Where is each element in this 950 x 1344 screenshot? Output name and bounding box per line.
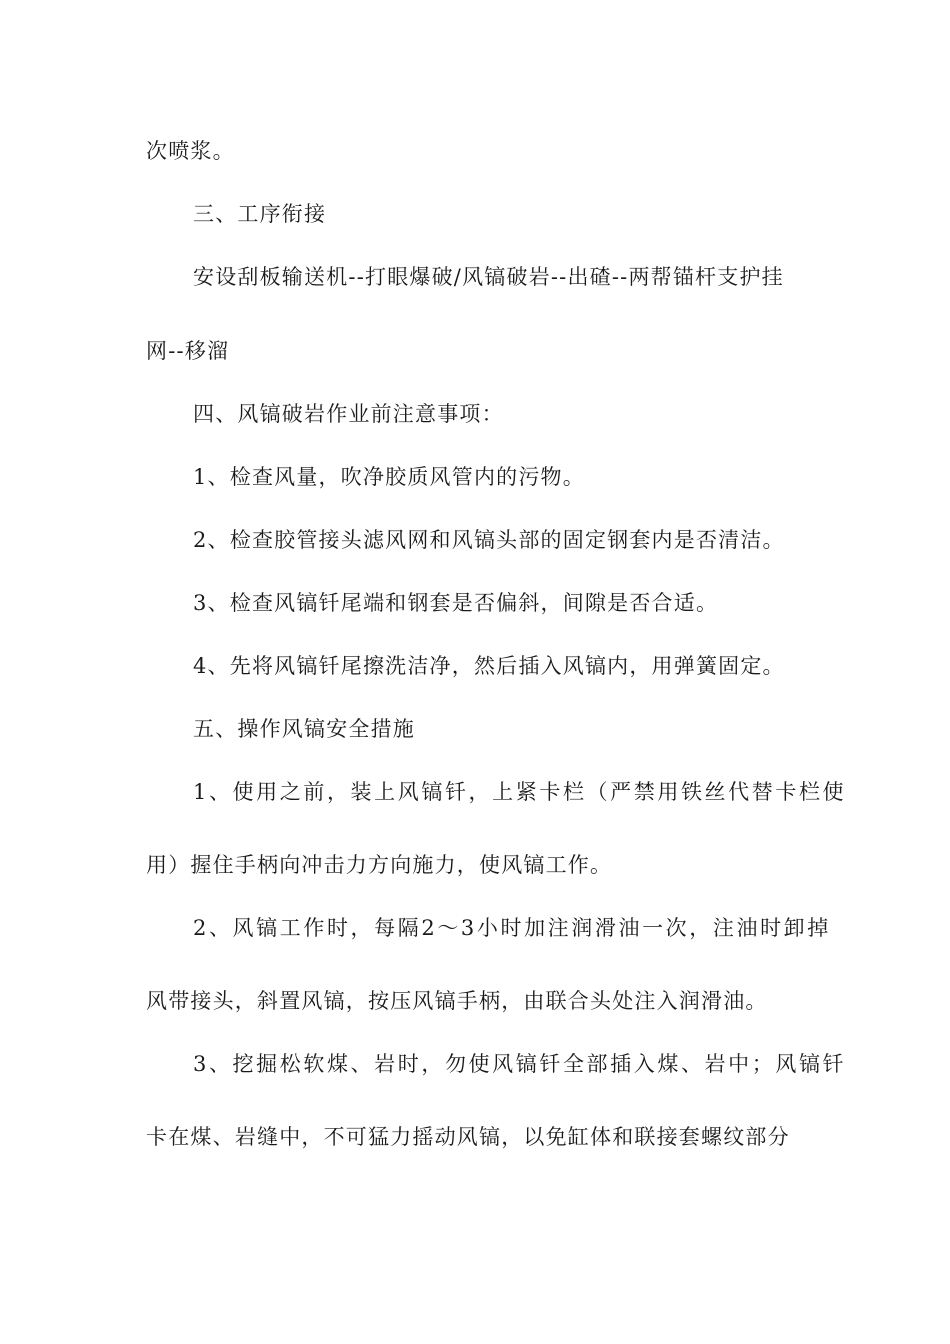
process-sequence-line-2: 网--移溜	[146, 339, 230, 363]
list-item-5-2-line-2: 风带接头，斜置风镐，按压风镐手柄，由联合头处注入润滑油。	[146, 989, 768, 1013]
list-item-4-2: 2、检查胶管接头滤风网和风镐头部的固定钢套内是否清洁。	[193, 528, 785, 552]
section-heading-4: 四、风镐破岩作业前注意事项：	[193, 402, 504, 426]
process-sequence-line-1: 安设刮板输送机--打眼爆破/风镐破岩--出碴--两帮锚杆支护挂	[193, 265, 784, 289]
list-item-4-4: 4、先将风镐钎尾擦洗洁净，然后插入风镐内，用弹簧固定。	[193, 654, 785, 678]
list-item-5-2-line-1: 2、风镐工作时，每隔2～3小时加注润滑油一次，注油时卸掉	[193, 916, 831, 940]
section-heading-3: 三、工序衔接	[193, 202, 327, 226]
section-heading-5: 五、操作风镐安全措施	[193, 717, 415, 741]
list-item-4-1: 1、检查风量，吹净胶质风管内的污物。	[193, 465, 585, 489]
list-item-5-1-line-1: 1、使用之前，装上风镐钎，上紧卡栏（严禁用铁丝代替卡栏使	[193, 780, 847, 804]
list-item-5-3-line-2: 卡在煤、岩缝中，不可猛力摇动风镐，以免缸体和联接套螺纹部分	[146, 1125, 790, 1149]
list-item-5-3-line-1: 3、挖掘松软煤、岩时，勿使风镐钎全部插入煤、岩中；风镐钎	[193, 1052, 847, 1076]
paragraph-continuation: 次喷浆。	[146, 139, 235, 163]
list-item-5-1-line-2: 用）握住手柄向冲击力方向施力，使风镐工作。	[146, 853, 613, 877]
list-item-4-3: 3、检查风镐钎尾端和钢套是否偏斜，间隙是否合适。	[193, 591, 719, 615]
